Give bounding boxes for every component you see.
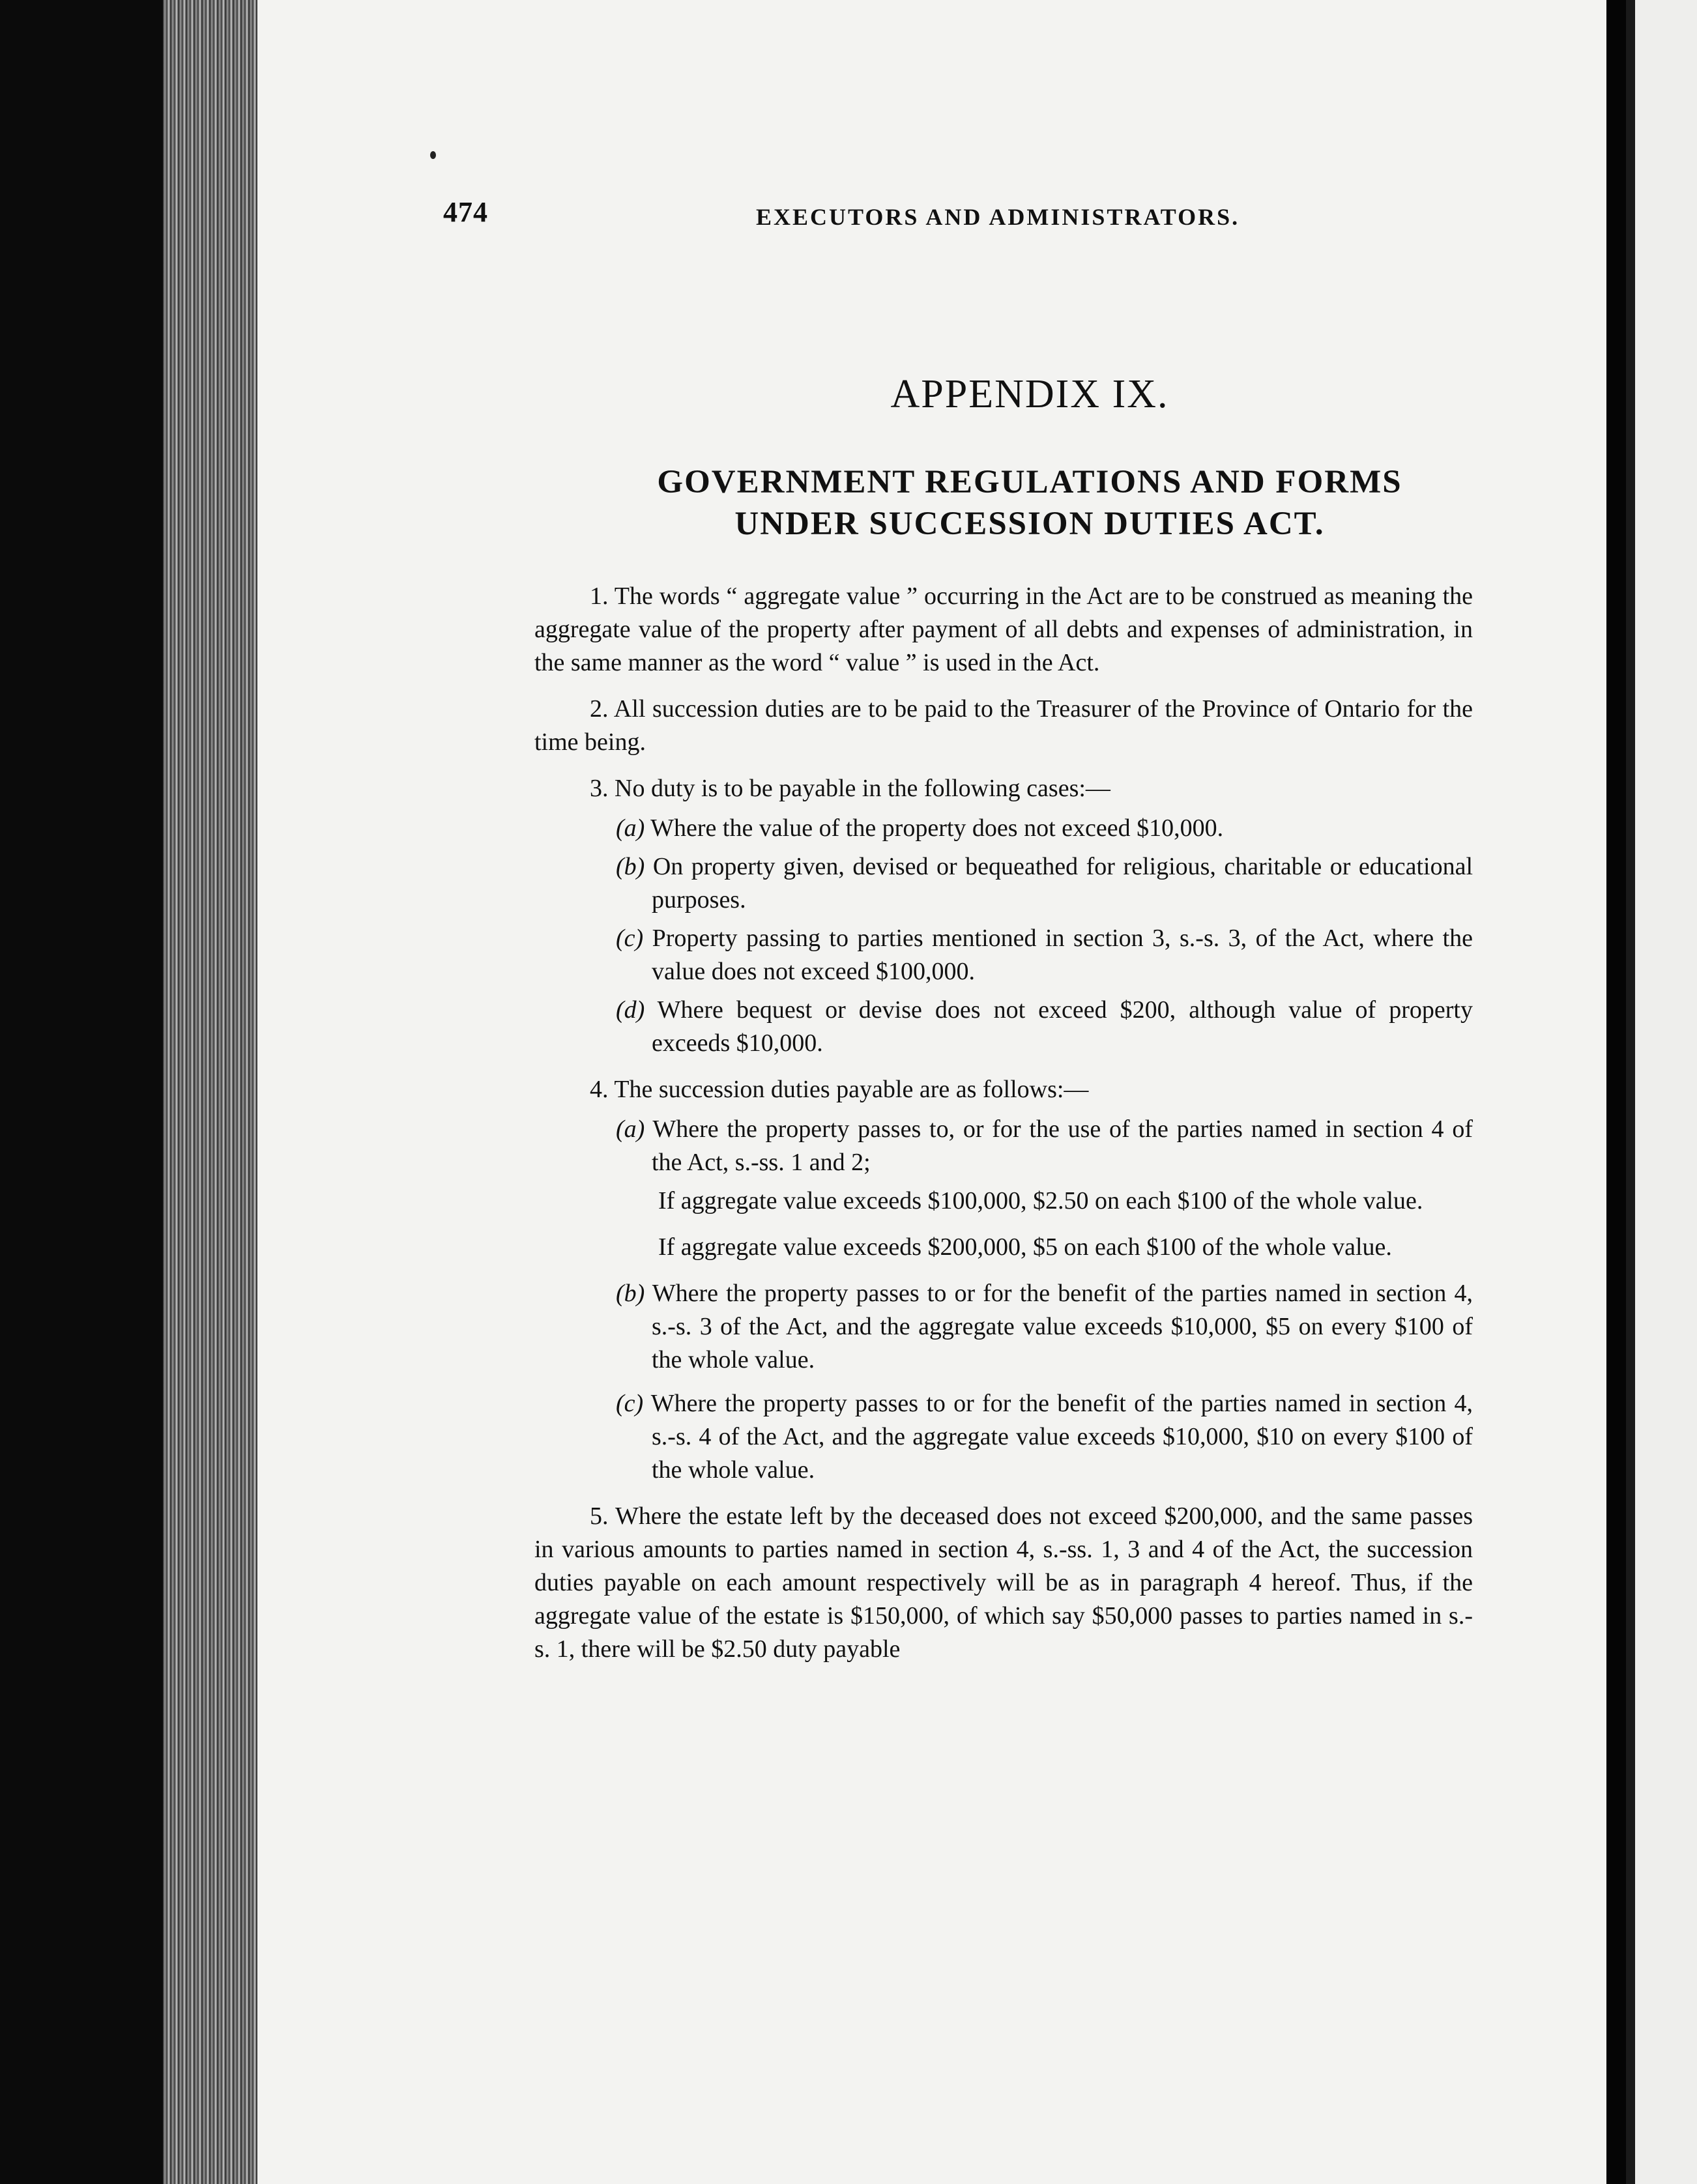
paragraph-5: 5. Where the estate left by the deceased does not exceed $200,000, and the same passes in various amounts to parties named in section 4, s.-ss. 1, 3 and 4 of the Act, the succession duties payable on each amount respectively will be as in paragraph 4 hereof. Thus, if the aggregate value of the estate is $150,000, of which say $50,000 passes to parties named in s.-s. 1, there will be $2.50 duty payable (534, 1502, 1473, 1663)
paragraph-1: 1. The words “ aggregate value ” occurring in the Act are to be construed as meaning the aggregate value of the property after payment of all debts and expenses of administration, in the same manner as the word “ value ” is used in the Act. (534, 582, 1473, 676)
list-item (534, 1387, 1473, 1487)
paragraph-3: 3. No duty is to be payable in the following cases:— (590, 775, 1110, 802)
sub-clause-1: If aggregate value exceeds $100,000, $2.50 on each $100 of the whole value. (658, 1187, 1423, 1214)
heading-line-1: GOVERNMENT REGULATIONS AND FORMS (657, 464, 1402, 500)
item-label: (a) (616, 1115, 645, 1143)
item-text: Where the value of the property does not exceed $10,000. (650, 814, 1224, 842)
appendix-title: APPENDIX IX. (890, 372, 1169, 416)
running-head: EXECUTORS AND ADMINISTRATORS. (756, 204, 1240, 230)
list-item (534, 1113, 1473, 1179)
item-label: (c) (616, 1390, 644, 1417)
book-gutter (1606, 0, 1626, 2184)
item-label: (c) (616, 925, 644, 952)
body-text (534, 580, 1473, 1679)
item-label: (d) (616, 996, 645, 1024)
list-item (534, 922, 1473, 988)
section-heading (573, 461, 1486, 545)
list-item (534, 812, 1473, 845)
item-text: Property passing to parties mentioned in section 3, s.-s. 3, of the Act, where the value does not exceed $100,000. (652, 925, 1473, 985)
item-text: Where bequest or devise does not exceed $200, although value of property exceeds $10,000. (652, 996, 1473, 1057)
adjacent-page-edge (1626, 0, 1697, 2184)
item-label: (b) (616, 853, 645, 880)
item-label: (b) (616, 1280, 645, 1307)
item-text: Where the property passes to or for the benefit of the parties named in section 4, s.-s. 4 of the Act, and the aggregate value exceeds $10,000, $10 on every $100 of the whole value. (650, 1390, 1473, 1484)
item-text: On property given, devised or bequeathed for religious, charitable or educational purposes. (652, 853, 1473, 913)
sub-clause-2: If aggregate value exceeds $200,000, $5 on each $100 of the whole value. (658, 1233, 1392, 1261)
heading-line-2: UNDER SUCCESSION DUTIES ACT. (734, 506, 1325, 542)
page-number: 474 (443, 196, 488, 228)
item-label: (a) (616, 814, 645, 842)
list-item (534, 1277, 1473, 1377)
book-page-edges (163, 0, 261, 2184)
ink-speck (430, 151, 436, 159)
list-item (534, 850, 1473, 917)
paragraph-4: 4. The succession duties payable are as follows:— (590, 1076, 1089, 1103)
item-text: Where the property passes to, or for the use of the parties named in section 4 of the Act, s.-ss. 1 and 2; (652, 1115, 1473, 1176)
paragraph-2: 2. All succession duties are to be paid to the Treasurer of the Province of Ontario for the time being. (534, 695, 1473, 756)
list-item (534, 994, 1473, 1060)
item-text: Where the property passes to or for the benefit of the parties named in section 4, s.-s. 3 of the Act, and the aggregate value exceeds $10,000, $5 on every $100 of the whole value. (652, 1280, 1473, 1373)
